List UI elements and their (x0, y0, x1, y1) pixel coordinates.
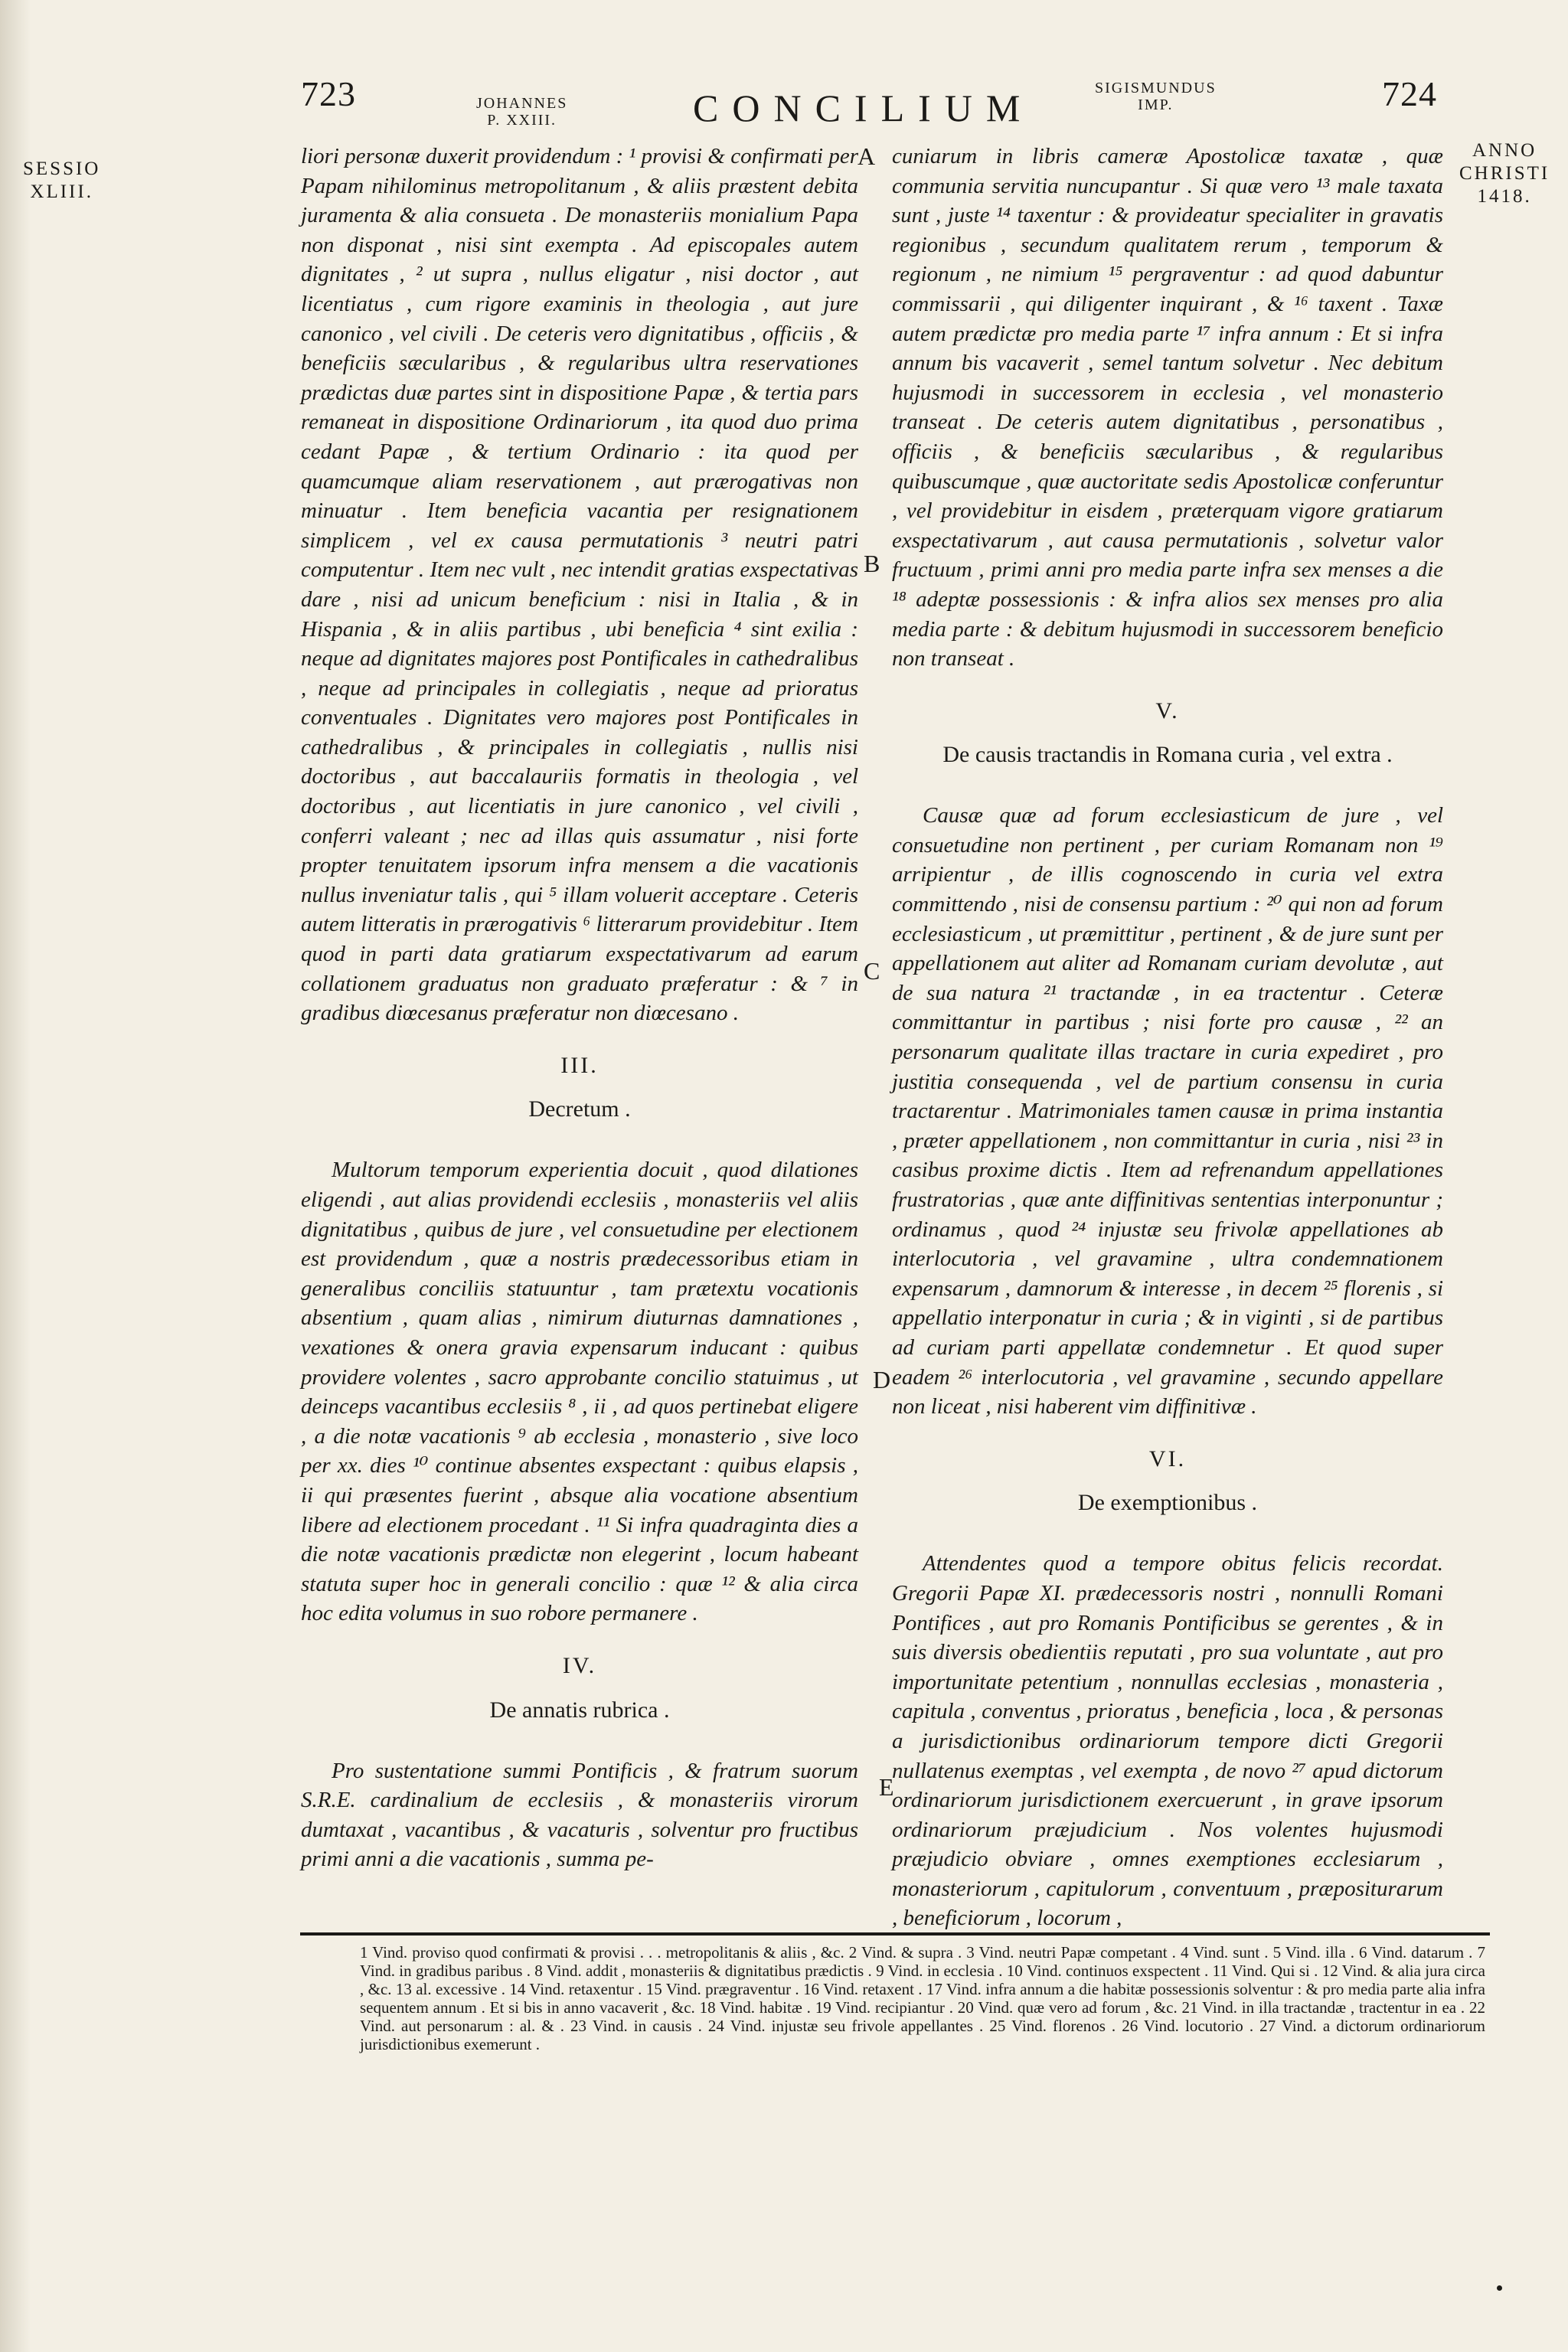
section-6-number: VI. (1148, 1446, 1187, 1472)
footnotes: 1 Vind. proviso quod confirmati & provisi . . . metropolitanis & aliis , &c. 2 Vind. & supra . 3 Vind. neutri Papæ competant . 4 Vind. sunt . 5 Vind. illa . 6 Vind. datarum . 7 Vind. in gradibus paribus . 8 Vind. addit , monasteriis & dignitatibus prædictis . 9 Vind. in ecclesia . 10 Vind. continuos exspectent . 11 Vind. Qui si . 12 Vind. & alia jura circa , &c. 13 al. excessive . 14 Vind. retaxentur . 15 Vind. prægraventur . 16 Vind. retaxent . 17 Vind. infra annum a die habitæ possessionis solventur : & pro media parte alia infra sequentem annum . Et si bis in anno vacaverit , &c. 18 Vind. habitæ . 19 Vind. recipiantur . 20 Vind. quæ vero ad forum , &c. 21 Vind. in illa tractandæ , tractentur in ea . 22 Vind. aut personarum : al. & . 23 Vind. in causis . 24 Vind. injustæ seu frivole appellantes . 25 Vind. florenos . 26 Vind. locutorio . 27 Vind. a dictorum ordinariorum jurisdictionibus exemerunt . (360, 1943, 1485, 2053)
left-column (301, 142, 858, 1877)
footnote-rule (300, 1932, 1490, 1936)
section-6-text: Attendentes quod a tempore obitus felicis recordat. Gregorii Papæ XI. prædecessoris nostri , nonnulli Romani Pontifices , aut pro Romanis Pontificibus se gerentes , & in suis diversis obedientiis reputati , pro sua voluntate , aut pro importunitate petentium , nonnullas ecclesias , monasteria , capitula , conventus , prioratus , beneficia , loca , & personas a jurisdictionibus ordinariorum tempore dicti Gregorii nullatenus exemptas , vel exempta , de novo ²⁷ apud dictorum ordinariorum jurisdictionem exercuerunt , in grave ipsorum ordinariorum præjudicium . Nos volentes hujusmodi præjudicio obviare , omnes exemptiones ecclesiarum , monasteriorum , capitulorum , conventuum , præpositurarum , beneficiorum , locorum , (892, 1551, 1443, 1931)
section-4-text: Pro sustentatione summi Pontificis , & fratrum suorum S.R.E. cardinalium de ecclesiis , & monasteriis virorum dumtaxat , vacantibus , & vacaturis , solventur pro fructibus primi anni a die vacationis , summa pe- (301, 1758, 858, 1872)
section-letter-d: D (873, 1366, 891, 1393)
pope-name: JOHANNES (476, 95, 568, 112)
section-5-number: V. (1155, 697, 1180, 724)
page-speck (1497, 2285, 1502, 2291)
right-intro-paragraph: cuniarum in libris cameræ Apostolicæ taxatæ , quæ communia servitia nuncupantur . Si quæ vero ¹³ male taxata sunt , juste ¹⁴ taxentur : & provideatur specialiter in gravatis regionibus , secundum qualitatem rerum , temporum & regionum , ne nimium ¹⁵ pergraventur : ad quod dabuntur commissarii , qui diligenter inquirant , & ¹⁶ taxent . Taxæ autem prædictæ pro media parte ¹⁷ infra annum : Et si infra annum bis vacaverit , semel tantum solvetur . Nec debitum hujusmodi in successorem in ecclesia , vel monasterio transeat . De ceteris autem dignitatibus , personatibus , officiis , & beneficiis sæcularibus , & regularibus quibuscumque , quæ auctoritate sedis Apostolicæ conferuntur , vel providebitur in eisdem , præterquam vigore gratiarum exspectativarum , aut causa permutationis , solvetur valor fructuum , primi anni pro media parte infra sex menses a die ¹⁸ adeptæ possessionis : & infra alios sex menses pro alia media parte : & debitum hujusmodi in successorem beneficio non transeat . (892, 144, 1443, 671)
emperor-heading (1095, 80, 1217, 113)
session-label: SESSIO (23, 158, 101, 179)
section-3-number: III. (560, 1052, 599, 1078)
section-3-title: Decretum . (528, 1096, 631, 1122)
anno-margin-note (1459, 139, 1550, 208)
section-letter-e: E (879, 1773, 894, 1801)
section-5-text: Causæ quæ ad forum ecclesiasticum de jure , vel consuetudine non pertinent , per curiam Romanam non ¹⁹ arripientur , de illis cognoscendo in curia vel extra committendo , nisi de consensu partium : ²⁰ qui non ad forum ecclesiasticum , ut præmittitur , pertinent , & de jure sunt per appellationem aut aliter ad Romanam curiam devolutæ , aut de sua natura ²¹ tractandæ , in ea tractentur . Ceteræ committantur in partibus ; nisi forte pro causæ , ²² an personarum qualitate illas tractare in curia expediret , pro justitia consequenda , vel de partium consensu in curia tractarentur . Matrimoniales tamen causæ in prima instantia , præter appellationem , non committantur in curia , nisi ²³ in casibus proxime dictis . Item ad refrenandum appellationes frustratorias , quæ ante diffinitivas sententias interponuntur ; ordinamus , quod ²⁴ injustæ seu frivolæ appellationes ab interlocutoria , vel gravamine , ultra condemnationem expensarum , damnorum & interesse , in decem ²⁵ florenis , si appellatio interponatur in curia ; & in viginti , si de partibus ad curiam parti appellatæ condemnetur . Et quod super eadem ²⁶ interlocutoria , vel gravamine , secundo appellare non liceat , nisi haberent vim diffinitivæ . (892, 803, 1443, 1419)
section-3-text: Multorum temporum experientia docuit , quod dilationes eligendi , aut alias providendi ecclesiis , monasteriis vel aliis dignitatibus , quibus de jure , vel consuetudine per electionem est providendum , quæ a nostris prædecessoribus etiam in generalibus conciliis statuuntur , tam prætextu vocationis absentium , quam alias , nimirum diuturnas damnationes , vexationes & onera gravia expensarum inducant : quibus providere volentes , sacro approbante concilio statuimus , ut deinceps vacantibus ecclesiis ⁸ , ii , ad quos pertinebat eligere , a die notæ vacationis ⁹ ab ecclesia , monasterio , sive loco per xx. dies ¹⁰ continue absentes exspectant : quibus elapsis , ii qui præsentes fuerint , absque alia vocatione absentium libere ad electionem procedant . ¹¹ Si infra quadraginta dies a die notæ vacationis prædictæ non elegerint , locum habeant statuta super hoc in generali concilio : quæ ¹² & alia circa hoc edita volumus in suo robore permanere . (301, 1158, 858, 1626)
section-6-title: De exemptionibus . (1077, 1490, 1258, 1516)
left-page-number: 723 (301, 74, 356, 113)
section-letter-b: B (864, 550, 880, 577)
emperor-name: SIGISMUNDUS (1095, 80, 1217, 96)
session-margin-note (23, 158, 100, 204)
running-title: CONCILIUM (693, 87, 1034, 129)
pope-heading (476, 95, 567, 129)
section-4-title: De annatis rubrica . (489, 1697, 670, 1723)
year-label: 1418. (1477, 186, 1532, 207)
emperor-title: IMP. (1138, 96, 1174, 113)
left-intro-paragraph: liori personæ duxerit providendum : ¹ provisi & confirmati per Papam nihilominus metropolitanum , & aliis præstent debita juramenta & alia consueta . De monasteriis monialium Papa non disponat , nisi sint exempta . Ad episcopales autem dignitates , ² ut supra , nullus eligatur , nisi doctor , aut licentiatus , cum rigore examinis in theologia , aut jure canonico , vel civili . De ceteris vero dignitatibus , officiis , & beneficiis sæcularibus , & regularibus ultra reservationes prædictas duæ partes sint in dispositione Papæ , & tertia pars remaneat in dispositione Ordinariorum , ita quod duo prima cedant Papæ , & tertium Ordinario : ita quod per quamcumque aliam reservationem , aut prærogativas non minuatur . Item beneficia vacantia per resignationem simplicem , vel ex causa permutationis ³ neutri patri computentur . Item nec vult , nec intendit gratias exspectativas dare , nisi ad unicum beneficium : nisi in Italia , & in Hispania , & in aliis partibus , ubi beneficia ⁴ sint exilia : neque ad dignitates majores post Pontificales in cathedralibus , neque ad principales in collegiatis , neque ad prioratus conventuales . Dignitates vero majores post Pontificales in cathedralibus , & principales in collegiatis , nullis nisi doctoribus , aut baccalauriis formatis in theologia , vel doctoribus , aut licentiatis in jure canonico , vel civili , conferri valeant ; nec ad illas quis assumatur , nisi forte propter tenuitatem ipsorum infra mensem a die vacationis nullus inveniatur talis , qui ⁵ illam voluerit acceptare . Ceteris autem litteratis in prærogativis ⁶ litterarum providebitur . Item quod in parti data gratiarum exspectativarum ad earum collationem graduatus non graduato præferatur : & ⁷ in gradibus diœcesanus præferatur non diœcesano . (301, 144, 858, 1026)
right-column (892, 142, 1443, 1936)
page-edge (0, 0, 31, 2352)
section-letter-c: C (864, 957, 880, 985)
session-number: XLIII. (30, 181, 93, 202)
section-letter-a: A (858, 142, 876, 170)
pope-number: P. XXIII. (487, 112, 557, 129)
anno-label: ANNO (1472, 140, 1537, 161)
right-page-number: 724 (1382, 74, 1437, 113)
christi-label: CHRISTI (1459, 163, 1550, 184)
section-4-number: IV. (562, 1652, 597, 1678)
section-5-title: De causis tractandis in Romana curia , vel extra . (942, 742, 1393, 768)
